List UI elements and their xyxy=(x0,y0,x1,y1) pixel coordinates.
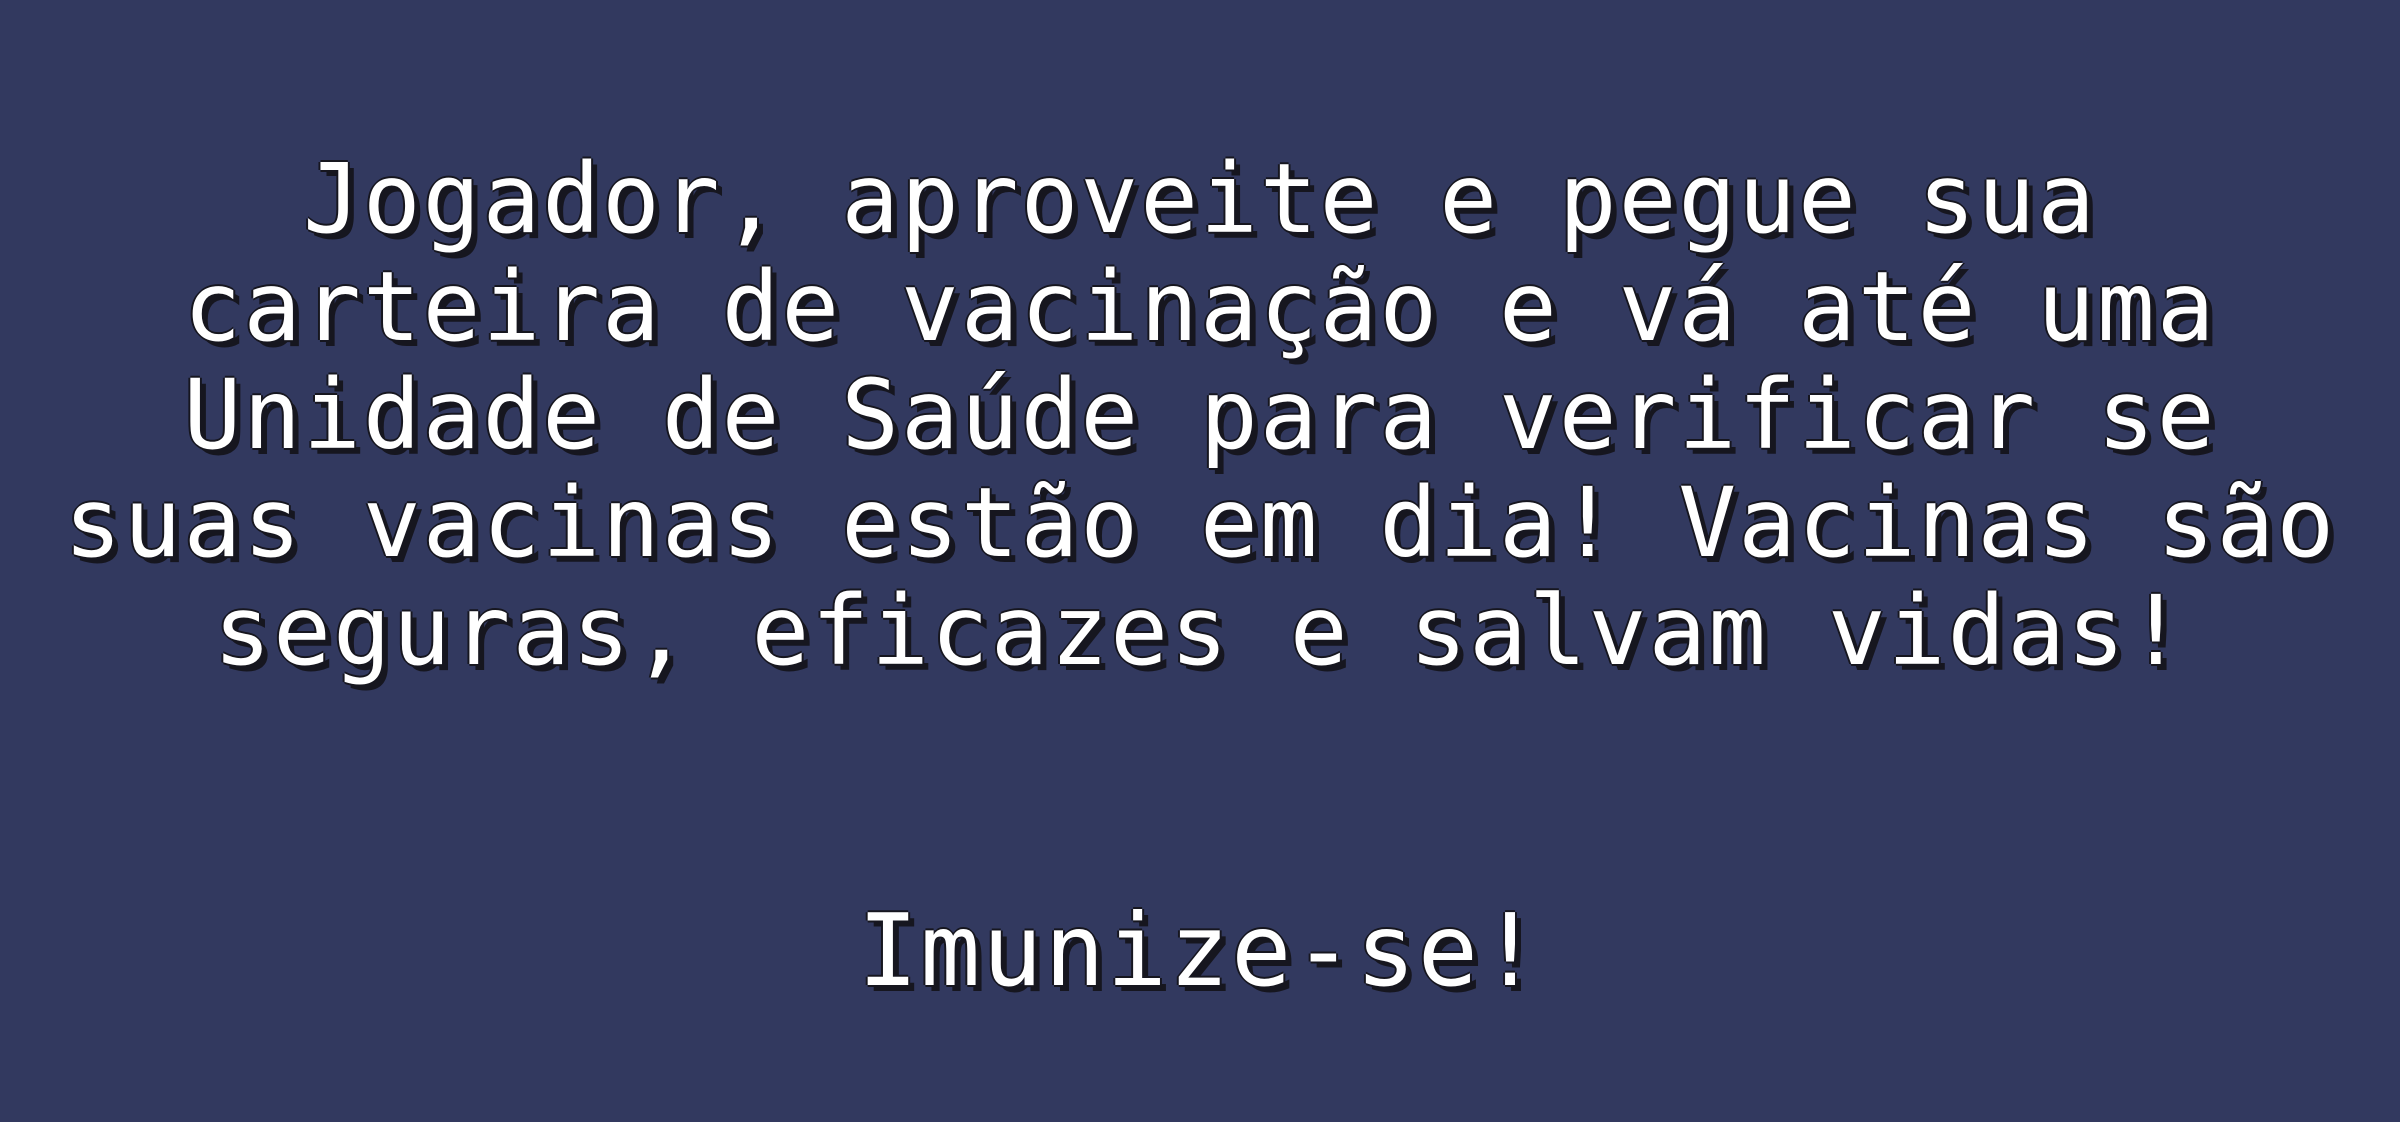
vaccination-message xyxy=(0,145,2400,685)
message-line-5: seguras, eficazes e salvam vidas! xyxy=(213,575,2187,687)
message-line-2: carteira de vacinação e vá até uma xyxy=(183,251,2217,363)
message-line-1: Jogador, aproveite e pegue sua xyxy=(303,143,2097,255)
call-to-action: Imunize-se! xyxy=(857,892,1543,1009)
message-line-3: Unidade de Saúde para verificar se xyxy=(183,359,2217,471)
message-line-4: suas vacinas estão em dia! Vacinas são xyxy=(63,467,2337,579)
